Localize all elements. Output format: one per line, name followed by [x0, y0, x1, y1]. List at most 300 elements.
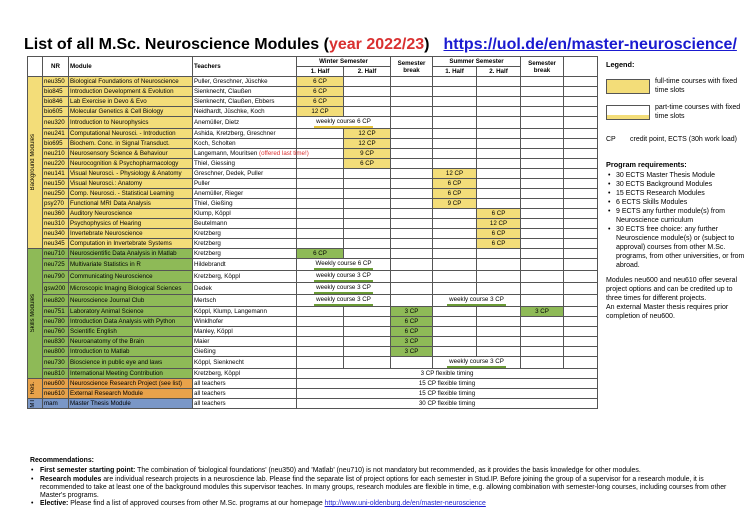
module-nr: neu751 — [43, 307, 69, 317]
weekly-course-bar: weekly course 3 CP — [447, 295, 506, 306]
requirement-item: • 30 ECTS Background Modules — [606, 180, 746, 189]
module-teachers — [193, 295, 297, 307]
slot-brk1: 3 CP — [391, 307, 433, 317]
module-nr: neu800 — [43, 347, 69, 357]
module-teachers — [193, 139, 297, 149]
slot-ss2: 6 CP — [477, 229, 521, 239]
slot-ss1: 9 CP — [433, 199, 477, 209]
slot-ws — [297, 271, 391, 283]
module-row — [28, 87, 598, 97]
module-teachers — [193, 369, 297, 379]
teachers-text: Kretzberg — [194, 250, 221, 257]
module-row — [28, 189, 598, 199]
module-nr: bio845 — [43, 87, 69, 97]
module-row — [28, 379, 598, 389]
requirement-item: • 30 ECTS Master Thesis Module — [606, 171, 746, 180]
weekly-course-bar: weekly course 3 CP — [314, 283, 373, 294]
spacer-header — [564, 57, 598, 77]
module-name: Biochem. Conc. in Signal Transduct. — [69, 139, 193, 149]
slot-brk2 — [521, 139, 564, 149]
recommendation-item — [30, 476, 730, 501]
module-name: Molecular Genetics & Cell Biology — [69, 107, 193, 117]
module-nr: neu810 — [43, 369, 69, 379]
slot-brk1 — [391, 117, 433, 129]
module-name: Introduction to Neurophysics — [69, 117, 193, 129]
slot-brk1 — [391, 159, 433, 169]
module-row — [28, 307, 598, 317]
slot-brk2 — [521, 347, 564, 357]
teachers-text: Köppl, Klump, Langemann — [194, 308, 267, 315]
module-row — [28, 271, 598, 283]
teachers-text: Langemann, Mouritsen — [194, 150, 258, 157]
teachers-text: Klump, Köppl — [194, 210, 231, 217]
slot-ws2 — [344, 219, 391, 229]
slot-flexible: 15 CP flexible timing — [297, 389, 598, 399]
module-row — [28, 337, 598, 347]
module-teachers — [193, 229, 297, 239]
slot-ws1 — [297, 357, 344, 369]
homepage-link[interactable]: http://www.uni-oldenburg.de/en/master-neuroscience — [324, 500, 486, 508]
module-name: Communicating Neuroscience — [69, 271, 193, 283]
module-teachers — [193, 149, 309, 159]
slot-ws1 — [297, 219, 344, 229]
page-title — [24, 36, 737, 54]
slot-ss1 — [433, 283, 477, 295]
module-name: International Meeting Contribution — [69, 369, 193, 379]
module-name: Master Thesis Module — [69, 399, 193, 409]
slot-ss1 — [433, 129, 477, 139]
slot-ws1 — [297, 209, 344, 219]
weekly-course-bar: weekly course 3 CP — [314, 295, 373, 306]
title-year: year 2022/23 — [328, 36, 425, 53]
module-teachers — [193, 249, 297, 259]
slot-ws2: 12 CP — [344, 139, 391, 149]
module-teachers — [193, 219, 297, 229]
spacer-cell — [564, 97, 598, 107]
slot-ss1 — [433, 229, 477, 239]
spacer-cell — [564, 169, 598, 179]
module-row — [28, 117, 598, 129]
note-external-thesis: An external Master thesis requires prior completion of neu600. — [606, 304, 729, 320]
slot-brk1 — [391, 149, 433, 159]
slot-brk2 — [521, 189, 564, 199]
module-row — [28, 347, 598, 357]
spacer-cell — [564, 209, 598, 219]
module-nr: neu350 — [43, 77, 69, 87]
part-time-swatch — [606, 105, 650, 120]
recommendation-heading: First semester starting point: — [40, 467, 136, 475]
full-time-label: full-time courses with fixed time slots — [655, 78, 738, 94]
slot-ws2 — [344, 337, 391, 347]
legend-cp — [606, 135, 746, 144]
summer-semester-header: Summer Semester — [433, 57, 521, 67]
teachers-text: Anemüller, Dietz — [194, 119, 240, 126]
slot-ws2 — [344, 97, 391, 107]
category-label: Skills Modules — [30, 294, 36, 333]
slot-ws1: 6 CP — [297, 77, 344, 87]
slot-ss2 — [477, 107, 521, 117]
slot-brk1 — [391, 179, 433, 189]
slot-ws1 — [297, 139, 344, 149]
module-row — [28, 107, 598, 117]
slot-ss2 — [477, 283, 521, 295]
module-teachers — [193, 271, 297, 283]
slot-ss1 — [433, 139, 477, 149]
teachers-text: Beutelmann — [194, 220, 228, 227]
slot-brk2 — [521, 259, 564, 271]
teachers-text: Manley, Köppl — [194, 328, 233, 335]
module-teachers — [193, 317, 297, 327]
module-teachers — [193, 379, 297, 389]
module-row — [28, 159, 598, 169]
slot-ss2: 6 CP — [477, 239, 521, 249]
slot-brk2 — [521, 149, 564, 159]
slot-ws1 — [297, 169, 344, 179]
slot-brk2 — [521, 107, 564, 117]
module-teachers — [193, 357, 297, 369]
recommendation-text: are individual research projects in a neuroscience lab. Please find the separate list of project options for each semester in Stud.IP. Before joining the group of a supervisor for a research module, it is recommended to take at least one of the background modules this supervisor teaches. In many groups, research modules are flexible in time, e.g. allowing combination with semester-long courses, including courses from other Master's programs. — [40, 475, 727, 500]
slot-ws2: 6 CP — [344, 159, 391, 169]
slot-ws — [297, 259, 391, 271]
slot-ss1 — [433, 87, 477, 97]
slot-brk1 — [391, 295, 433, 307]
slot-ss1 — [433, 97, 477, 107]
slot-ss2 — [477, 271, 521, 283]
slot-brk2 — [521, 77, 564, 87]
module-teachers — [193, 77, 297, 87]
slot-ws2 — [344, 239, 391, 249]
slot-brk2 — [521, 283, 564, 295]
module-teachers — [193, 259, 297, 271]
teachers-text: Kretzberg, Köppl — [194, 273, 241, 280]
slot-ws1 — [297, 159, 344, 169]
spacer-cell — [564, 357, 598, 369]
module-nr: neu360 — [43, 209, 69, 219]
module-row — [28, 129, 598, 139]
module-teachers — [193, 389, 297, 399]
slot-ss1 — [433, 149, 477, 159]
slot-brk2 — [521, 117, 564, 129]
module-row — [28, 399, 598, 409]
recommendation-heading: Research modules — [40, 475, 102, 483]
slot-flexible: 30 CP flexible timing — [297, 399, 598, 409]
slot-brk1 — [391, 97, 433, 107]
teachers-header: Teachers — [193, 57, 297, 77]
summer-half2-header: 2. Half — [477, 67, 521, 77]
module-name: Psychophysics of Hearing — [69, 219, 193, 229]
program-url-link[interactable]: https://uol.de/en/master-neuroscience/ — [443, 36, 737, 53]
slot-ss1 — [433, 209, 477, 219]
teachers-text: all teachers — [194, 390, 226, 397]
spacer-cell — [564, 149, 598, 159]
slot-ws1 — [297, 317, 344, 327]
spacer-cell — [564, 271, 598, 283]
module-name: Introduction Data Analysis with Python — [69, 317, 193, 327]
slot-ss2 — [477, 199, 521, 209]
slot-brk2 — [521, 337, 564, 347]
slot-ws2: 9 CP — [344, 149, 391, 159]
slot-brk2 — [521, 219, 564, 229]
category-research — [28, 379, 43, 399]
summer-half1-header: 1. Half — [433, 67, 477, 77]
slot-ss2 — [477, 179, 521, 189]
spacer-cell — [564, 307, 598, 317]
spacer-cell — [564, 189, 598, 199]
teachers-note: (offered last time!) — [259, 150, 309, 157]
cp-text: credit point, ECTS (30h work load) — [630, 136, 737, 143]
module-teachers — [193, 307, 297, 317]
legend-full-time — [606, 77, 746, 95]
slot-ss1: 6 CP — [433, 179, 477, 189]
module-teachers — [193, 87, 297, 97]
recommendation-text: The combination of 'biological foundations' (neu350) and 'Matlab' (neu710) is not mandatory but recommended, as it provides the basis knowledge for other modules. — [135, 467, 641, 475]
slot-ws1: 6 CP — [297, 249, 344, 259]
slot-ss1 — [433, 337, 477, 347]
slot-ws1 — [297, 327, 344, 337]
slot-ss1 — [433, 159, 477, 169]
slot-brk2 — [521, 179, 564, 189]
slot-ss1 — [433, 239, 477, 249]
requirements-title: Program requirements: — [606, 160, 687, 169]
module-teachers — [193, 107, 297, 117]
teachers-text: Koch, Scholten — [194, 140, 236, 147]
slot-ws2 — [344, 249, 391, 259]
slot-ss1 — [433, 271, 477, 283]
weekly-course-bar: weekly course 6 CP — [314, 117, 373, 128]
category-label: Background Modules — [30, 134, 36, 191]
teachers-text: Thiel, Gießing — [194, 200, 233, 207]
module-nr: bio695 — [43, 139, 69, 149]
module-nr: neu725 — [43, 259, 69, 271]
recommendations-list — [30, 467, 730, 508]
teachers-text: Puller — [194, 180, 210, 187]
module-row — [28, 169, 598, 179]
slot-brk1 — [391, 169, 433, 179]
slot-brk2 — [521, 97, 564, 107]
slot-ss1 — [433, 249, 477, 259]
module-name: Scientific English — [69, 327, 193, 337]
slot-brk1 — [391, 77, 433, 87]
slot-ss2: 6 CP — [477, 209, 521, 219]
spacer-cell — [564, 199, 598, 209]
slot-ws2 — [344, 347, 391, 357]
title-main: List of all M.Sc. Neuroscience Modules ( — [24, 36, 329, 53]
module-teachers — [193, 97, 297, 107]
module-name: Neurocognition & Psychopharmacology — [69, 159, 193, 169]
module-nr: neu760 — [43, 327, 69, 337]
teachers-text: Köppl, Sienknecht — [194, 359, 244, 366]
spacer-cell — [564, 295, 598, 307]
slot-brk1 — [391, 219, 433, 229]
slot-ss2 — [477, 347, 521, 357]
module-teachers — [193, 239, 297, 249]
teachers-text: Gießing — [194, 348, 216, 355]
spacer-cell — [564, 129, 598, 139]
recommendation-text: Please find a list of approved courses from other M.Sc. programs at our homepage — [68, 500, 325, 508]
teachers-text: Winklhofer — [194, 318, 224, 325]
note-research-modules: Modules neu600 and neu610 offer several project options and can be credited up to three times for different projects. — [606, 277, 738, 302]
module-teachers — [193, 347, 297, 357]
spacer-cell — [564, 249, 598, 259]
slot-ss1 — [433, 307, 477, 317]
slot-ws1 — [297, 347, 344, 357]
module-row — [28, 317, 598, 327]
module-name: Functional MRI Data Analysis — [69, 199, 193, 209]
module-name: Neuroscience Journal Club — [69, 295, 193, 307]
module-nr: neu610 — [43, 389, 69, 399]
slot-flexible: 3 CP flexible timing — [297, 369, 598, 379]
module-nr: neu710 — [43, 249, 69, 259]
module-name: Lab Exercise in Devo & Evo — [69, 97, 193, 107]
spacer-cell — [564, 283, 598, 295]
module-nr: neu141 — [43, 169, 69, 179]
modules-table — [27, 56, 598, 409]
recommendation-item — [30, 467, 730, 475]
legend-notes — [606, 276, 746, 321]
recommendations — [30, 457, 730, 509]
slot-ss1 — [433, 317, 477, 327]
teachers-text: Maier — [194, 338, 210, 345]
module-row — [28, 229, 598, 239]
slot-ss2 — [477, 87, 521, 97]
slot-ss2 — [477, 129, 521, 139]
teachers-text: Mertsch — [194, 297, 217, 304]
module-name: Invertebrate Neuroscience — [69, 229, 193, 239]
slot-ss2 — [477, 317, 521, 327]
spacer-cell — [564, 107, 598, 117]
spacer-cell — [564, 347, 598, 357]
slot-ss2 — [477, 159, 521, 169]
slot-brk1 — [391, 249, 433, 259]
slot-brk2 — [521, 229, 564, 239]
slot-ws1 — [297, 179, 344, 189]
slot-ws1 — [297, 307, 344, 317]
slot-ws — [297, 295, 391, 307]
slot-ss2 — [477, 139, 521, 149]
teachers-text: Kretzberg, Köppl — [194, 370, 241, 377]
module-row — [28, 327, 598, 337]
module-teachers — [193, 159, 297, 169]
spacer-cell — [564, 317, 598, 327]
module-name: Visual Neurosci.: Anatomy — [69, 179, 193, 189]
module-nr: neu150 — [43, 179, 69, 189]
slot-ws2 — [344, 107, 391, 117]
module-row — [28, 139, 598, 149]
category-header — [28, 57, 43, 77]
slot-ws2 — [344, 199, 391, 209]
slot-brk2 — [521, 357, 564, 369]
slot-ws2 — [344, 357, 391, 369]
slot-ss2 — [477, 117, 521, 129]
legend-title: Legend: — [606, 60, 635, 69]
spacer-cell — [564, 117, 598, 129]
module-name: Neuroscientific Data Analysis in Matlab — [69, 249, 193, 259]
teachers-text: all teachers — [194, 380, 226, 387]
module-nr: neu320 — [43, 117, 69, 129]
teachers-text: Thiel, Giessing — [194, 160, 235, 167]
module-row — [28, 259, 598, 271]
spacer-cell — [564, 179, 598, 189]
module-teachers — [193, 327, 297, 337]
module-name: Introduction to Matlab — [69, 347, 193, 357]
slot-ss1: 6 CP — [433, 189, 477, 199]
slot-ss1 — [433, 117, 477, 129]
part-time-label: part-time courses with fixed time slots — [655, 104, 741, 120]
teachers-text: Puller, Greschner, Jüschke — [194, 78, 268, 85]
full-time-swatch — [606, 79, 650, 94]
teachers-text: all teachers — [194, 400, 226, 407]
spacer-cell — [564, 337, 598, 347]
module-row — [28, 97, 598, 107]
slot-brk1 — [391, 129, 433, 139]
slot-brk2 — [521, 169, 564, 179]
module-teachers — [193, 179, 297, 189]
slot-brk2 — [521, 239, 564, 249]
slot-ss2 — [477, 97, 521, 107]
recommendation-item — [30, 500, 730, 508]
slot-brk2 — [521, 129, 564, 139]
spacer-cell — [564, 219, 598, 229]
module-row — [28, 369, 598, 379]
spacer-cell — [564, 139, 598, 149]
teachers-text: Sienknecht, Claußen — [194, 88, 252, 95]
module-nr: neu600 — [43, 379, 69, 389]
spacer-cell — [564, 87, 598, 97]
slot-ws1: 12 CP — [297, 107, 344, 117]
slot-brk1 — [391, 199, 433, 209]
cp-abbr: CP — [606, 136, 616, 143]
spacer-cell — [564, 327, 598, 337]
module-nr: neu220 — [43, 159, 69, 169]
module-name: Neuroanatomy of the Brain — [69, 337, 193, 347]
slot-brk2 — [521, 209, 564, 219]
slot-ws — [297, 283, 391, 295]
slot-ss — [433, 295, 521, 307]
module-nr: neu310 — [43, 219, 69, 229]
slot-ws2 — [344, 179, 391, 189]
module-name: External Research Module — [69, 389, 193, 399]
teachers-text: Kretzberg — [194, 240, 221, 247]
legend-panel — [606, 56, 746, 321]
recommendation-heading: Elective: — [40, 500, 69, 508]
slot-brk2 — [521, 327, 564, 337]
slot-ws1 — [297, 129, 344, 139]
slot-brk1 — [391, 229, 433, 239]
module-name: Laboratory Animal Science — [69, 307, 193, 317]
spacer-cell — [564, 239, 598, 249]
category-label: Res. — [30, 382, 36, 395]
module-name: Auditory Neuroscience — [69, 209, 193, 219]
slot-ss1 — [433, 347, 477, 357]
slot-brk2 — [521, 249, 564, 259]
weekly-course-bar: weekly course 3 CP — [314, 271, 373, 282]
module-row — [28, 179, 598, 189]
module-row — [28, 249, 598, 259]
program-requirements — [606, 160, 746, 270]
recommendations-title: Recommendations: — [30, 457, 94, 464]
slot-ws1: 6 CP — [297, 87, 344, 97]
slot-ws2: 12 CP — [344, 129, 391, 139]
module-teachers — [193, 399, 297, 409]
break-header-2: Semester break — [521, 57, 564, 77]
module-row — [28, 389, 598, 399]
slot-brk1 — [391, 87, 433, 97]
module-nr: neu830 — [43, 337, 69, 347]
module-nr: neu345 — [43, 239, 69, 249]
module-row — [28, 239, 598, 249]
slot-brk2 — [521, 199, 564, 209]
module-nr: psy270 — [43, 199, 69, 209]
